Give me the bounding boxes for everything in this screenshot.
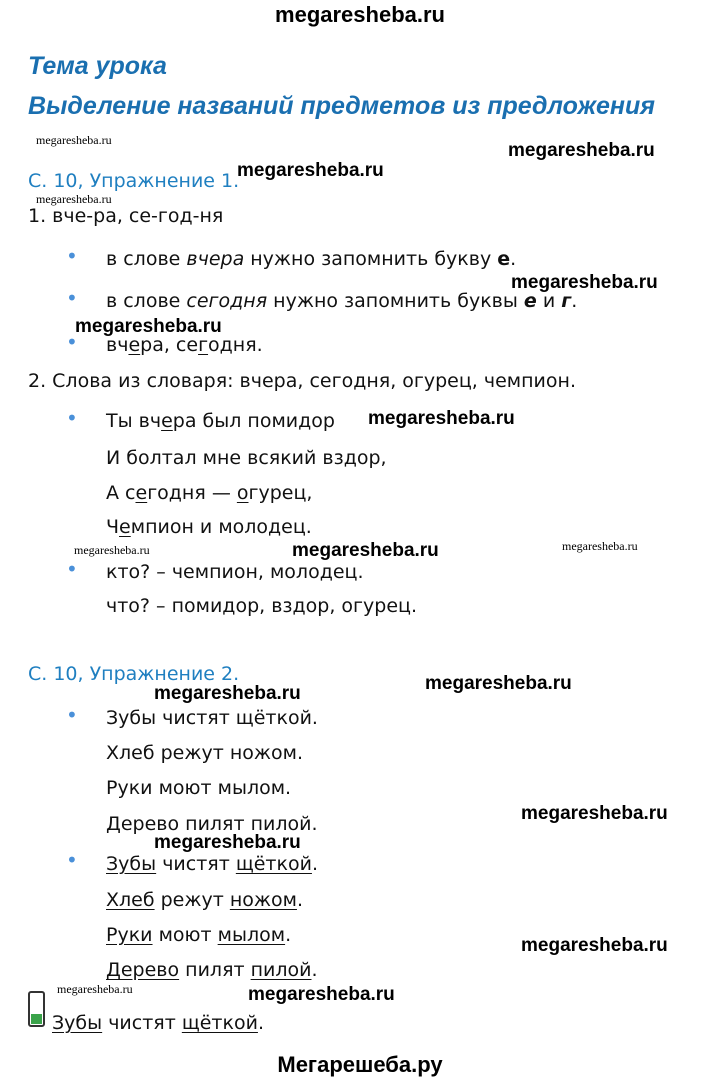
ex2-marked-5: Зубы чистят щёткой. bbox=[52, 1012, 264, 1034]
ex1-bullet-2: в слове сегодня нужно запомнить буквы е и г. bbox=[106, 290, 578, 312]
watermark: megaresheba.ru bbox=[154, 832, 301, 853]
site-footer: Мегарешеба.ру bbox=[277, 1052, 443, 1077]
ex1-item-1: 1. вче-ра, се-год-ня bbox=[28, 205, 224, 227]
watermark: megaresheba.ru bbox=[237, 160, 384, 181]
bullet-icon: • bbox=[66, 703, 78, 727]
ex2-plain-2: Хлеб режут ножом. bbox=[106, 742, 303, 764]
ex1-who: кто? – чемпион, молодец. bbox=[106, 561, 364, 583]
watermark: megaresheba.ru bbox=[521, 935, 668, 956]
exercise-1-heading: С. 10, Упражнение 1. bbox=[28, 170, 240, 192]
watermark: megaresheba.ru bbox=[368, 408, 515, 429]
ex1-bullet-3: вчера, сегодня. bbox=[106, 334, 263, 356]
bullet-icon: • bbox=[66, 244, 78, 268]
exercise-2-heading: С. 10, Упражнение 2. bbox=[28, 663, 240, 685]
watermark: megaresheba.ru bbox=[521, 803, 668, 824]
battery-fill bbox=[31, 1014, 42, 1024]
watermark: megaresheba.ru bbox=[74, 543, 150, 557]
ex1-bullet-1: в слове вчера нужно запомнить букву е. bbox=[106, 248, 517, 270]
ex2-marked-4: Дерево пилят пилой. bbox=[106, 959, 318, 981]
ex2-plain-3: Руки моют мылом. bbox=[106, 777, 292, 799]
ex2-marked-1: Зубы чистят щёткой. bbox=[106, 853, 318, 875]
bullet-icon: • bbox=[66, 848, 78, 872]
bullet-icon: • bbox=[66, 330, 78, 354]
watermark: megaresheba.ru bbox=[292, 540, 439, 561]
bullet-icon: • bbox=[66, 286, 78, 310]
topic-title: Выделение названий предметов из предложения bbox=[28, 92, 656, 120]
watermark: megaresheba.ru bbox=[562, 539, 638, 553]
watermark: megaresheba.ru bbox=[248, 984, 395, 1005]
watermark: megaresheba.ru bbox=[154, 683, 301, 704]
ex1-what: что? – помидор, вздор, огурец. bbox=[106, 595, 417, 617]
watermark: megaresheba.ru bbox=[425, 673, 572, 694]
poem-line-3: А сегодня — огурец, bbox=[106, 482, 313, 504]
bullet-icon: • bbox=[66, 557, 78, 581]
watermark: megaresheba.ru bbox=[508, 140, 655, 161]
poem-line-4: Чемпион и молодец. bbox=[106, 516, 312, 538]
poem-line-1: Ты вчера был помидор bbox=[106, 410, 335, 432]
watermark: megaresheba.ru bbox=[36, 133, 112, 147]
watermark: megaresheba.ru bbox=[75, 316, 222, 337]
ex2-marked-3: Руки моют мылом. bbox=[106, 924, 292, 946]
ex2-plain-1: Зубы чистят щёткой. bbox=[106, 707, 318, 729]
poem-line-2: И болтал мне всякий вздор, bbox=[106, 447, 387, 469]
battery-icon bbox=[28, 991, 45, 1027]
watermark: megaresheba.ru bbox=[511, 272, 658, 293]
bullet-icon: • bbox=[66, 406, 78, 430]
watermark: megaresheba.ru bbox=[57, 982, 133, 996]
topic-label: Тема урока bbox=[28, 52, 167, 80]
watermark: megaresheba.ru bbox=[36, 192, 112, 206]
ex1-item-2: 2. Слова из словаря: вчера, сегодня, огурец, чемпион. bbox=[28, 370, 576, 392]
site-header: megaresheba.ru bbox=[275, 2, 445, 27]
ex2-plain-4: Дерево пилят пилой. bbox=[106, 813, 318, 835]
ex2-marked-2: Хлеб режут ножом. bbox=[106, 889, 304, 911]
